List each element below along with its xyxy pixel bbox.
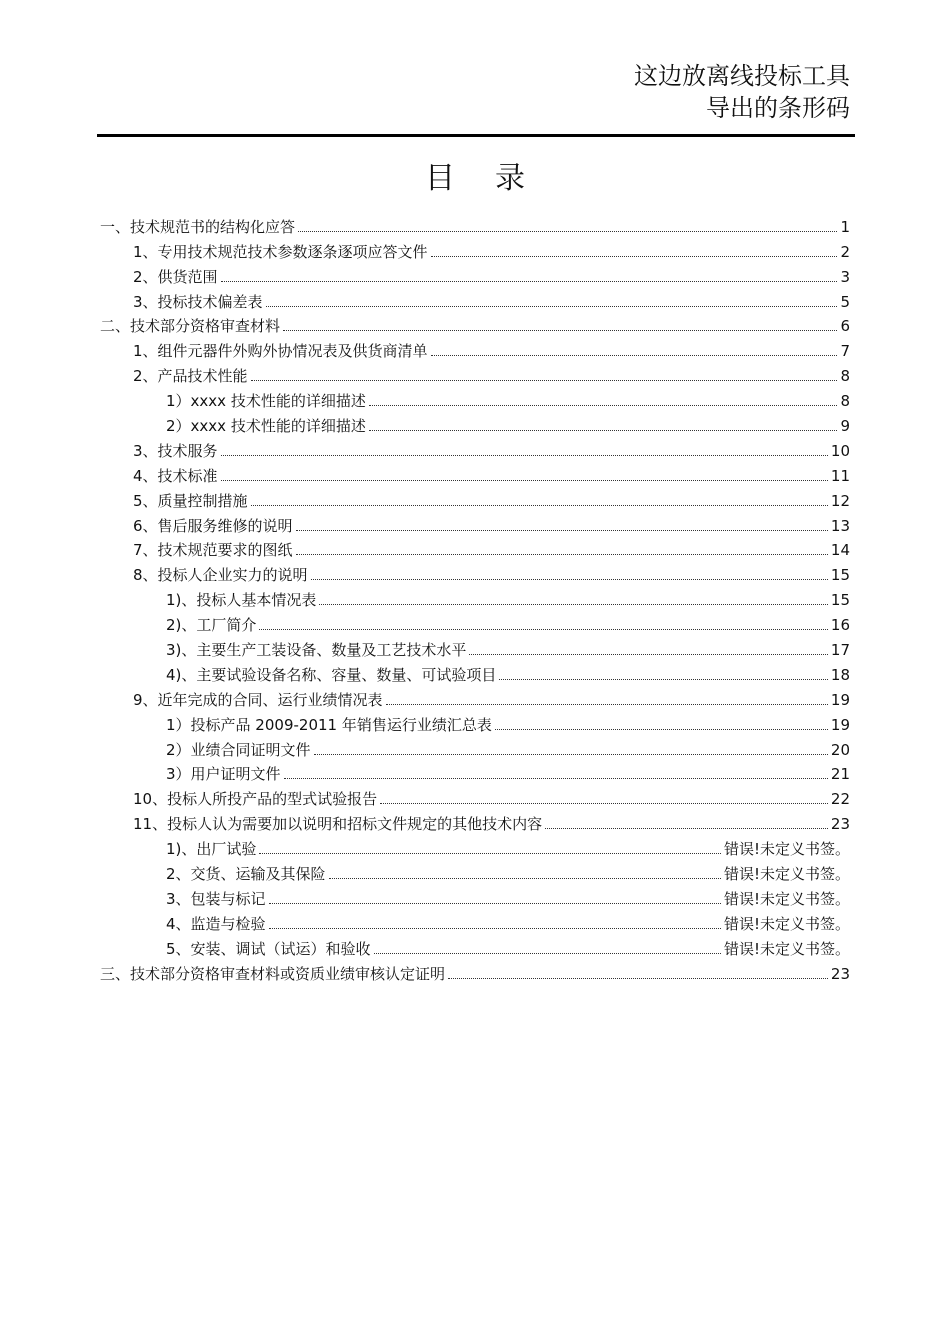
toc-entry-page: 错误!未定义书签。 — [723, 865, 850, 884]
toc-entry-page: 9 — [840, 417, 850, 436]
toc-leader-dots — [251, 491, 828, 506]
toc-entry[interactable] — [100, 511, 850, 536]
toc-entry[interactable] — [100, 660, 850, 685]
toc-leader-dots — [369, 416, 838, 431]
toc-entry[interactable] — [100, 287, 850, 312]
toc-leader-dots — [296, 516, 828, 531]
toc-entry-page: 11 — [830, 466, 850, 485]
toc-entry-text: 二、技术部分资格审查材料 — [100, 317, 281, 336]
toc-entry-page: 15 — [830, 591, 850, 610]
toc-entry-text: 1）投标产品 2009-2011 年销售运行业绩汇总表 — [166, 715, 492, 734]
toc-entry-page: 2 — [840, 242, 850, 261]
toc-entry-text: 1)、投标人基本情况表 — [166, 591, 317, 610]
toc-leader-dots — [431, 242, 838, 257]
toc-entry-text: 一、技术规范书的结构化应答 — [100, 217, 296, 236]
toc-entry-text: 4、监造与检验 — [166, 914, 266, 933]
toc-leader-dots — [259, 615, 828, 630]
toc-entry[interactable] — [100, 411, 850, 436]
toc-leader-dots — [448, 964, 828, 979]
toc-leader-dots — [251, 366, 838, 381]
toc-entry-text: 11、投标人认为需要加以说明和招标文件规定的其他技术内容 — [133, 815, 543, 834]
toc-entry[interactable] — [100, 735, 850, 760]
toc-entry-page: 6 — [840, 317, 850, 336]
toc-leader-dots — [266, 292, 838, 307]
toc-entry-page: 16 — [830, 616, 850, 635]
toc-leader-dots — [298, 217, 837, 232]
toc-entry[interactable] — [100, 809, 850, 834]
toc-entry[interactable] — [100, 859, 850, 884]
toc-entry-text: 8、投标人企业实力的说明 — [133, 566, 308, 585]
toc-entry[interactable] — [100, 884, 850, 909]
header-rule — [97, 134, 855, 137]
toc-entry-text: 4、技术标准 — [133, 466, 218, 485]
toc-entry-text: 2、供货范围 — [133, 267, 218, 286]
toc-entry-page: 23 — [830, 964, 850, 983]
toc-entry-text: 2、产品技术性能 — [133, 367, 248, 386]
toc-entry-page: 15 — [830, 566, 850, 585]
toc-leader-dots — [369, 391, 838, 406]
toc-entry-text: 10、投标人所投产品的型式试验报告 — [133, 790, 378, 809]
toc-leader-dots — [380, 789, 828, 804]
toc-entry-text: 2)、工厂简介 — [166, 616, 257, 635]
toc-entry-page: 21 — [830, 765, 850, 784]
toc-leader-dots — [221, 441, 828, 456]
toc-entry-text: 1）xxxx 技术性能的详细描述 — [166, 392, 366, 411]
toc-entry-text: 3）用户证明文件 — [166, 765, 281, 784]
toc-entry-page: 错误!未定义书签。 — [723, 939, 850, 958]
toc-entry-page: 错误!未定义书签。 — [723, 914, 850, 933]
toc-leader-dots — [495, 715, 828, 730]
toc-leader-dots — [221, 466, 828, 481]
toc-entry-page: 19 — [830, 715, 850, 734]
toc-entry[interactable] — [100, 386, 850, 411]
toc-leader-dots — [284, 764, 828, 779]
toc-entry[interactable] — [100, 312, 850, 337]
toc-entry-page: 7 — [840, 342, 850, 361]
toc-entry-text: 4)、主要试验设备名称、容量、数量、可试验项目 — [166, 665, 497, 684]
toc-leader-dots — [469, 640, 828, 655]
toc-entry[interactable] — [100, 212, 850, 237]
toc-entry-page: 12 — [830, 491, 850, 510]
toc-entry[interactable] — [100, 461, 850, 486]
toc-leader-dots — [314, 740, 828, 755]
toc-leader-dots — [319, 590, 828, 605]
toc-entry-text: 6、售后服务维修的说明 — [133, 516, 293, 535]
toc-entry[interactable] — [100, 934, 850, 959]
toc-entry-text: 1)、出厂试验 — [166, 840, 257, 859]
toc-leader-dots — [386, 690, 828, 705]
toc-entry-text: 3、投标技术偏差表 — [133, 292, 263, 311]
toc-entry-text: 1、专用技术规范技术参数逐条逐项应答文件 — [133, 242, 428, 261]
toc-entry-page: 18 — [830, 665, 850, 684]
toc-entry[interactable] — [100, 361, 850, 386]
toc-entry-text: 3)、主要生产工装设备、数量及工艺技术水平 — [166, 641, 467, 660]
toc-entry-page: 19 — [830, 690, 850, 709]
toc-entry[interactable] — [100, 710, 850, 735]
toc-entry[interactable] — [100, 635, 850, 660]
toc-entry-text: 三、技术部分资格审查材料或资质业绩审核认定证明 — [100, 964, 446, 983]
toc-leader-dots — [499, 665, 828, 680]
toc-entry-text: 2）业绩合同证明文件 — [166, 740, 311, 759]
toc-entry-text: 9、近年完成的合同、运行业绩情况表 — [133, 690, 383, 709]
toc-entry[interactable] — [100, 262, 850, 287]
toc-leader-dots — [221, 267, 838, 282]
toc-leader-dots — [311, 565, 828, 580]
toc-leader-dots — [269, 889, 721, 904]
toc-entry-text: 2）xxxx 技术性能的详细描述 — [166, 417, 366, 436]
toc-entry[interactable] — [100, 585, 850, 610]
toc-entry-page: 14 — [830, 541, 850, 560]
toc-entry-page: 10 — [830, 441, 850, 460]
toc-entry[interactable] — [100, 536, 850, 561]
toc-title: 目录 — [425, 161, 565, 196]
toc-entry-page: 8 — [840, 367, 850, 386]
toc-entry[interactable] — [100, 959, 850, 984]
toc-entry-page: 17 — [830, 641, 850, 660]
toc-entry[interactable] — [100, 610, 850, 635]
toc-entry-text: 1、组件元器件外购外协情况表及供货商清单 — [133, 342, 428, 361]
toc-leader-dots — [329, 864, 721, 879]
toc-entry[interactable] — [100, 237, 850, 262]
toc-entry-text: 2、交货、运输及其保险 — [166, 865, 326, 884]
toc-entry-page: 23 — [830, 815, 850, 834]
toc-leader-dots — [545, 814, 828, 829]
page-header — [634, 60, 850, 124]
toc-entry[interactable] — [100, 909, 850, 934]
toc-leader-dots — [269, 914, 721, 929]
toc-entry-page: 22 — [830, 790, 850, 809]
toc-entry[interactable] — [100, 760, 850, 785]
toc-entry[interactable] — [100, 436, 850, 461]
toc-leader-dots — [431, 341, 838, 356]
toc-entry-page: 8 — [840, 392, 850, 411]
toc-entry[interactable] — [100, 834, 850, 859]
toc-entry[interactable] — [100, 336, 850, 361]
toc-entry-text: 7、技术规范要求的图纸 — [133, 541, 293, 560]
toc-entry-text: 3、技术服务 — [133, 441, 218, 460]
toc-entry-text: 5、质量控制措施 — [133, 491, 248, 510]
toc-entry-page: 20 — [830, 740, 850, 759]
toc-entry[interactable] — [100, 560, 850, 585]
toc-leader-dots — [259, 839, 721, 854]
toc-entry[interactable] — [100, 685, 850, 710]
toc-entry-text: 5、安装、调试（试运）和验收 — [166, 939, 371, 958]
toc-leader-dots — [374, 939, 721, 954]
table-of-contents — [100, 212, 850, 984]
toc-entry-page: 3 — [840, 267, 850, 286]
toc-entry-page: 1 — [840, 217, 850, 236]
toc-entry-page: 5 — [840, 292, 850, 311]
toc-entry-page: 错误!未定义书签。 — [723, 889, 850, 908]
toc-entry-page: 13 — [830, 516, 850, 535]
header-line-1: 这边放离线投标工具 — [634, 62, 850, 90]
toc-entry[interactable] — [100, 784, 850, 809]
toc-entry-text: 3、包装与标记 — [166, 889, 266, 908]
toc-leader-dots — [283, 316, 837, 331]
toc-entry-page: 错误!未定义书签。 — [723, 840, 850, 859]
toc-leader-dots — [296, 540, 828, 555]
header-line-2: 导出的条形码 — [706, 94, 850, 122]
toc-entry[interactable] — [100, 486, 850, 511]
